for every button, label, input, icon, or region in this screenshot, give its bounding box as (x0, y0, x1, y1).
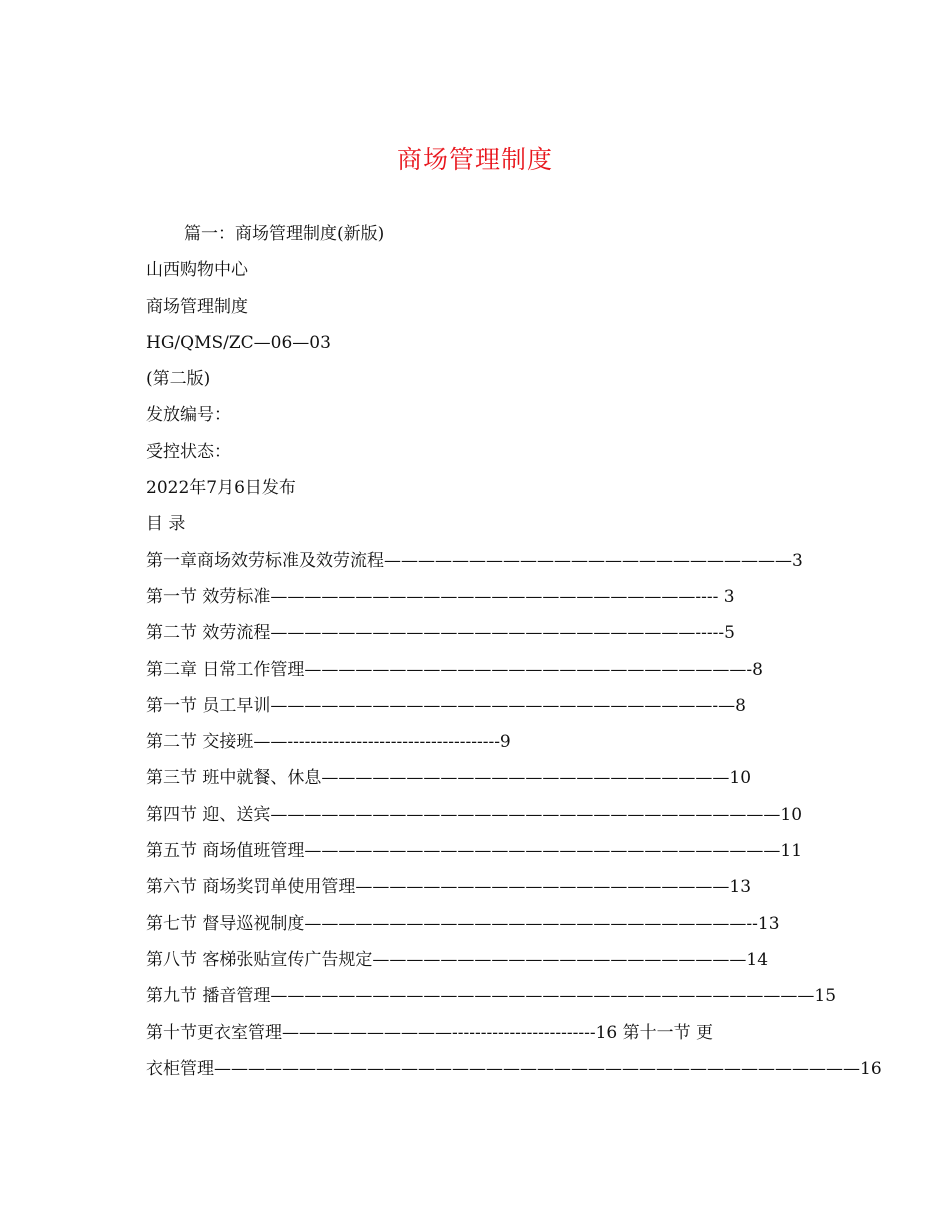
toc-entry: 第二节 效劳流程—————————————————————————-----5 (146, 623, 735, 644)
release-date: 2022年7月6日发布 (146, 478, 296, 499)
control-status-label: 受控状态： (146, 441, 231, 462)
toc-entry: 第一节 效劳标准—————————————————————————---- 3 (146, 586, 735, 607)
edition: (第二版) (146, 369, 211, 390)
regulation-name: 商场管理制度 (146, 296, 248, 317)
document-code: HG/QMS/ZC—06—03 (146, 332, 331, 353)
toc-entry: 第七节 督导巡视制度——————————————————————————--13 (146, 913, 780, 934)
toc-entry: 第五节 商场值班管理————————————————————————————11 (146, 841, 803, 862)
toc-entry: 衣柜管理——————————————————————————————————————16 (146, 1058, 882, 1079)
toc-entry: 第八节 客梯张贴宣传广告规定——————————————————————14 (146, 949, 769, 970)
toc-entry: 第三节 班中就餐、休息————————————————————————10 (146, 768, 752, 789)
document-body (146, 216, 882, 1087)
section-heading: 篇一：商场管理制度(新版) (184, 224, 385, 244)
issue-number-label: 发放编号： (146, 405, 231, 426)
organization-name: 山西购物中心 (146, 260, 248, 281)
toc-heading: 目 录 (146, 514, 186, 535)
toc-entry: 第二节 交接班——-------------------------------------9 (146, 732, 511, 753)
toc-entry: 第六节 商场奖罚单使用管理——————————————————————13 (146, 877, 752, 898)
toc-entry: 第十节更衣室管理——————————-------------------------16 第十一节 更 (146, 1022, 714, 1043)
toc-entry: 第一章商场效劳标准及效劳流程————————————————————————3 (146, 550, 803, 571)
toc-entry: 第一节 员工早训——————————————————————————-—8 (146, 695, 746, 716)
toc-entry: 第二章 日常工作管理——————————————————————————-8 (146, 659, 763, 680)
toc-entry: 第四节 迎、送宾——————————————————————————————10 (146, 804, 803, 825)
document-title: 商场管理制度 (396, 145, 553, 174)
toc-entry: 第九节 播音管理————————————————————————————————15 (146, 986, 837, 1007)
